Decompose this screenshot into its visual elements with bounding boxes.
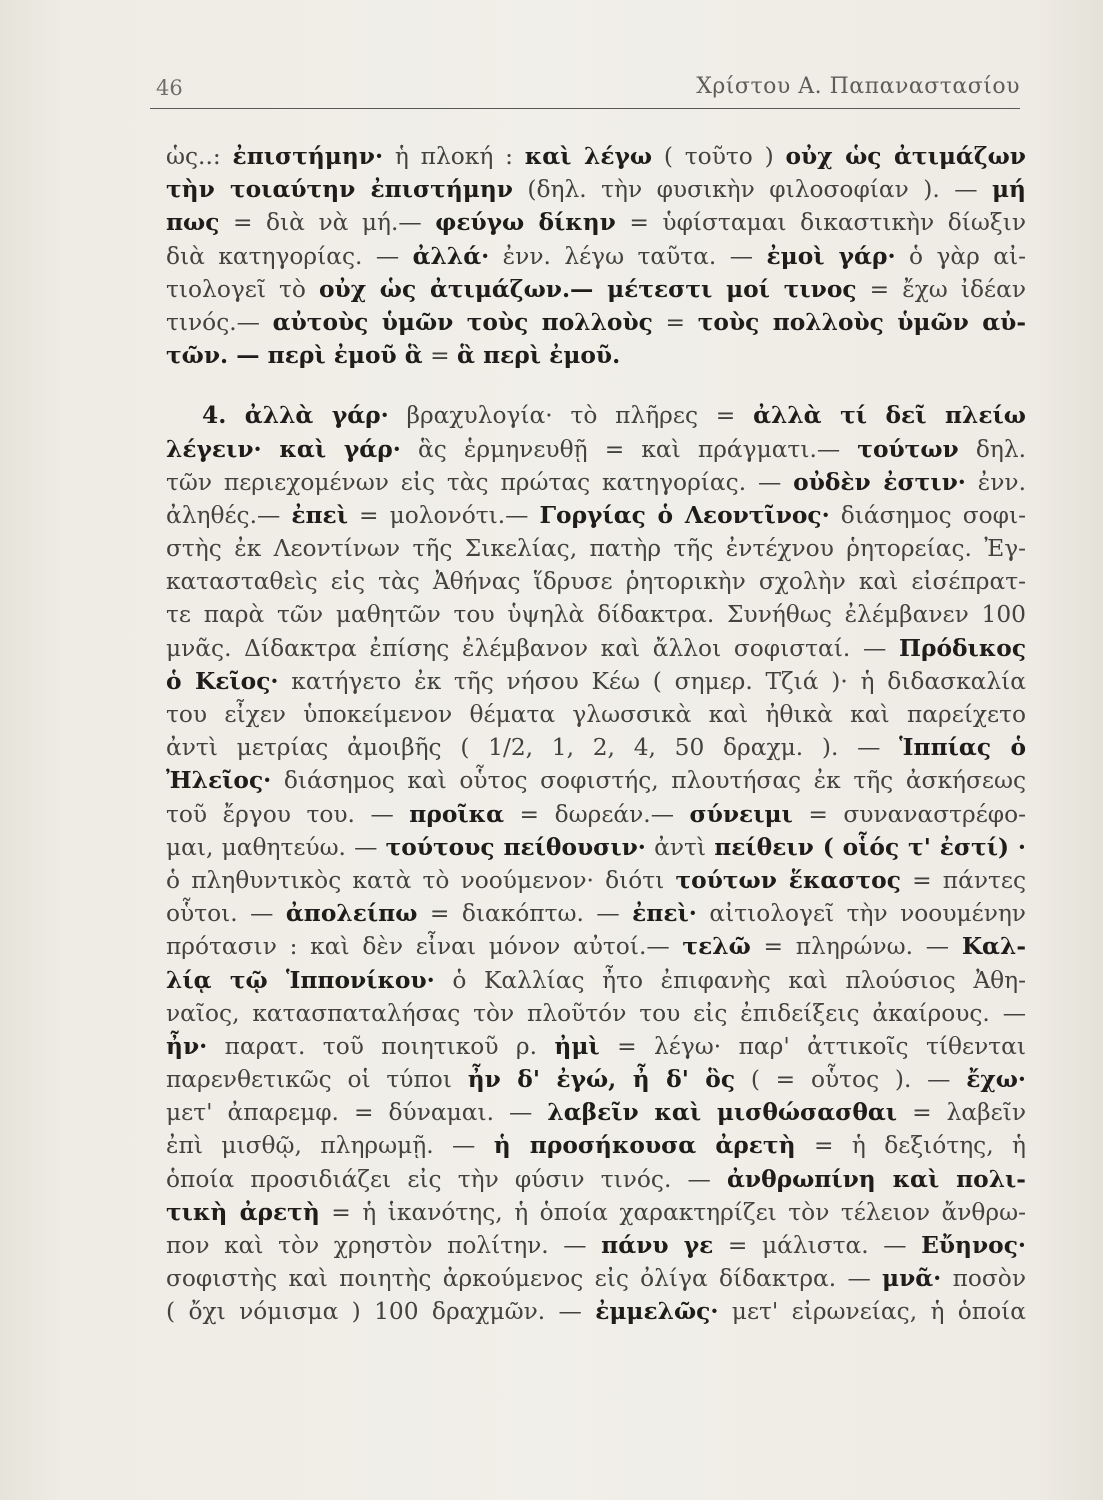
lemma-bold: τελῶ (682, 933, 751, 961)
lemma-bold: σύνειμι (689, 800, 793, 828)
lemma-bold: οὐχ ὡς ἀτιμάζων (785, 143, 1026, 170)
lemma-bold: ἔχω· (966, 1066, 1027, 1094)
text-line (166, 665, 1026, 698)
text-line (166, 532, 1026, 565)
lemma-bold: Γοργίας ὁ Λεοντῖνος· (539, 501, 830, 529)
text-line (166, 499, 1026, 532)
lemma-bold: ἡ προσήκουσα ἀρετὴ (493, 1132, 796, 1160)
lemma-bold: οὐδὲν ἐστιν· (793, 468, 966, 496)
lemma-bold: τῶν. — περὶ ἐμοῦ ἃ (166, 342, 423, 370)
gloss-text: βραχυλογία· τὸ πλῆρες = (388, 402, 754, 430)
paragraph-gap (166, 372, 1026, 399)
lemma-bold: ἀπολείπω (285, 900, 418, 928)
gloss-text: δηλ. (958, 435, 1026, 463)
gloss-text: διάσημος σοφι- (829, 501, 1026, 529)
page-number: 46 (156, 76, 183, 100)
text-line (166, 632, 1026, 665)
lemma-bold: λέγειν· καὶ γάρ· (166, 435, 401, 463)
gloss-text: = ἡ ἱκανότης, ἡ ὁποία χαρακτηρίζει τὸν τέλειον ἄνθρω- (319, 1198, 1026, 1226)
text-line (166, 565, 1026, 598)
lemma-bold: Πρόδικος (898, 634, 1026, 662)
lemma-bold: ἀλλὰ τί δεῖ πλείω (753, 402, 1026, 430)
lemma-bold: οὐχ ὡς ἀτιμάζων.— μέτεστι μοί τινος (319, 275, 857, 303)
text-line (166, 1196, 1026, 1229)
text-line (166, 306, 1026, 339)
lemma-bold: ἐμοὶ γάρ· (766, 242, 896, 270)
gloss-text: ἐπὶ μισθῷ, πληρωμῇ. — (166, 1132, 494, 1160)
lemma-bold: λίᾳ τῷ Ἱππονίκου· (166, 966, 435, 994)
text-line (166, 466, 1026, 499)
gloss-text: στὴς ἐκ Λεοντίνων τῆς Σικελίας, πατὴρ τῆς ἐντέχνου ῥητορείας. Ἐγ- (166, 535, 1026, 563)
gloss-text: ( = οὗτος ). — (735, 1066, 967, 1094)
lemma-bold: καὶ λέγω (524, 143, 653, 170)
lemma-bold: πάνυ γε (601, 1232, 714, 1259)
text-line (166, 1163, 1026, 1196)
lemma-bold: Καλ- (961, 933, 1026, 961)
gloss-text: = ἔχω ἰδέαν (856, 275, 1026, 303)
text-line (166, 598, 1026, 631)
text-line (166, 997, 1026, 1030)
gloss-text: ὁποία προσιδιάζει εἰς τὴν φύσιν τινός. — (166, 1165, 727, 1193)
text-line (166, 731, 1026, 764)
gloss-text: πρότασιν : καὶ δὲν εἶναι μόνον αὐτοί.— (166, 933, 683, 961)
text-line (166, 1129, 1026, 1162)
commentary-body (166, 140, 1026, 1329)
text-line (166, 1295, 1026, 1328)
gloss-text: ποσὸν (941, 1265, 1026, 1293)
gloss-text: = μάλιστα. — (713, 1232, 922, 1259)
lemma-bold: φεύγω δίκην (435, 209, 616, 237)
lemma-bold: μή (992, 176, 1026, 204)
gloss-text: τινός.— (166, 308, 273, 336)
gloss-text: οὗτοι. — (166, 900, 286, 928)
lemma-bold: λαβεῖν καὶ μισθώσασθαι (547, 1099, 898, 1127)
gloss-text: = μολονότι.— (348, 501, 540, 529)
gloss-text: κατασταθεὶς εἰς τὰς Ἀθήνας ἵδρυσε ῥητορικὴν σχολὴν καὶ εἰσέπρατ- (166, 568, 1026, 596)
text-line (166, 897, 1026, 930)
text-line (166, 140, 1026, 173)
text-line (166, 764, 1026, 797)
text-line (166, 864, 1026, 897)
text-line (166, 206, 1026, 239)
gloss-text: ( ὄχι νόμισμα ) 100 δραχμῶν. — (166, 1298, 596, 1326)
lemma-bold: τούτων (857, 435, 959, 463)
text-line (166, 798, 1026, 831)
gloss-text: ἀντὶ μετρίας ἀμοιβῆς ( 1/2, 1, 2, 4, 50 δραχμ. ). — (166, 734, 900, 762)
text-line (166, 1229, 1026, 1262)
lemma-bold: 4. ἀλλὰ γάρ· (202, 402, 389, 430)
gloss-text: τε παρὰ τῶν μαθητῶν του ὑψηλὰ δίδακτρα. Συνήθως ἐλέμβανεν 100 (166, 601, 1026, 629)
gloss-text: ναῖος, κατασπαταλήσας τὸν πλοῦτόν του εἰς ἐπιδείξεις ἀκαίρους. — (166, 999, 1026, 1027)
lemma-bold: Εὔηνος· (921, 1232, 1026, 1259)
gloss-text: ( τοῦτο ) (652, 143, 786, 170)
lemma-bold: ἀλλά· (412, 242, 490, 270)
gloss-text: = (652, 308, 698, 336)
running-head-author: Χρίστου Α. Παπαναστασίου (696, 74, 1020, 99)
gloss-text: τιολογεῖ τὸ (166, 275, 320, 303)
gloss-text: = διὰ νὰ μή.— (219, 209, 436, 237)
text-line (166, 1063, 1026, 1096)
gloss-text: = λέγω· παρ' ἀττικοῖς τίθενται (599, 1032, 1026, 1060)
text-line (166, 433, 1026, 466)
gloss-text: (δηλ. τὴν φυσικὴν φιλοσοφίαν ). — (512, 176, 992, 204)
gloss-text: = πληρώνω. — (750, 933, 962, 961)
lemma-bold: ἐπεὶ (291, 501, 348, 529)
gloss-text: = (422, 342, 458, 370)
paragraph-2 (166, 399, 1026, 1328)
text-line (166, 173, 1026, 206)
text-line (166, 399, 1026, 432)
text-line (166, 1262, 1026, 1295)
gloss-text: ἃς ἑρμηνευθῇ = καὶ πράγματι.— (400, 435, 858, 463)
lemma-bold: αὐτοὺς ὑμῶν τοὺς πολλοὺς (272, 308, 653, 336)
lemma-bold: ἐπιστήμην· (232, 143, 384, 170)
page-header (150, 64, 1020, 109)
lemma-bold: τοὺς πολλοὺς ὑμῶν αὐ- (697, 308, 1026, 336)
gloss-text: παρατ. τοῦ ποιητικοῦ ρ. (207, 1032, 555, 1060)
text-line (166, 930, 1026, 963)
text-line (166, 273, 1026, 306)
text-line (166, 831, 1026, 864)
gloss-text: ἀληθές.— (166, 501, 292, 529)
gloss-text: = ἡ δεξιότης, ἡ (795, 1132, 1026, 1160)
lemma-bold: ἃ περὶ ἐμοῦ. (457, 342, 621, 370)
gloss-text: του εἶχεν ὑποκείμενον θέματα γλωσσικὰ καὶ ἠθικὰ καὶ παρείχετο (166, 701, 1026, 728)
gloss-text: = ὑφίσταμαι δικαστικὴν δίωξιν (615, 209, 1026, 237)
gloss-text: κατήγετο ἐκ τῆς νήσου Κέω ( σημερ. Τζιά )· ἡ διδασκαλία (278, 667, 1027, 695)
gloss-text: ὁ Καλλίας ἦτο ἐπιφανὴς καὶ πλούσιος Ἀθη- (434, 966, 1026, 994)
gloss-text: = λαβεῖν (897, 1099, 1026, 1127)
lemma-bold: προῖκα (409, 800, 505, 828)
gloss-text: ἐνν. λέγω ταῦτα. — (489, 242, 767, 270)
lemma-bold: ἠμὶ (554, 1032, 600, 1060)
lemma-bold: ἐμμελῶς· (595, 1298, 719, 1326)
text-line (166, 1096, 1026, 1129)
gloss-text: μαι, μαθητεύω. — (166, 833, 386, 861)
lemma-bold: τούτων ἕκαστος (675, 866, 901, 894)
text-line (166, 964, 1026, 997)
gloss-text: = πάντες (900, 866, 1027, 894)
gloss-text: ὁ πληθυντικὸς κατὰ τὸ νοούμενον· διότι (166, 866, 676, 894)
gloss-text: τῶν περιεχομένων εἰς τὰς πρώτας κατηγορίας. — (166, 468, 794, 496)
lemma-bold: τικὴ ἀρετὴ (166, 1198, 320, 1226)
lemma-bold: Ἱππίας ὁ (899, 734, 1026, 762)
text-line (166, 698, 1026, 731)
gloss-text: μετ' εἰρωνείας, ἡ ὁποία (718, 1298, 1026, 1326)
gloss-text: μνᾶς. Δίδακτρα ἐπίσης ἐλέμβανον καὶ ἄλλοι σοφισταί. — (166, 634, 899, 662)
gloss-text: = διακόπτω. — (417, 900, 633, 928)
lemma-bold: ἀνθρωπίνη καὶ πολι- (727, 1165, 1026, 1193)
gloss-text: τοῦ ἔργου του. — (166, 800, 410, 828)
lemma-bold: μνᾶ· (882, 1265, 942, 1293)
gloss-text: ὁ γὰρ αἰ- (895, 242, 1026, 270)
gloss-text: ἀντὶ (645, 833, 715, 861)
gloss-text: διάσημος καὶ οὗτος σοφιστής, πλουτήσας ἐκ τῆς ἀσκήσεως (271, 767, 1026, 795)
lemma-bold: ὁ Κεῖος· (166, 667, 279, 695)
gloss-text: πον καὶ τὸν χρηστὸν πολίτην. — (166, 1232, 602, 1259)
text-line (166, 1030, 1026, 1063)
gloss-text: παρενθετικῶς οἱ τύποι (166, 1066, 468, 1094)
gloss-text: ὡς..: (166, 143, 233, 170)
gloss-text: = δωρεάν.— (504, 800, 690, 828)
lemma-bold: ἦν· (166, 1032, 208, 1060)
lemma-bold: πείθειν ( οἷός τ' ἐστί) · (714, 833, 1027, 861)
lemma-bold: ἦν δ' ἐγώ, ἦ δ' ὃς (467, 1066, 736, 1094)
gloss-text: = συναναστρέφο- (792, 800, 1027, 828)
lemma-bold: Ἠλεῖος· (166, 767, 272, 795)
text-line (166, 240, 1026, 273)
lemma-bold: πως (166, 209, 220, 237)
gloss-text: ἡ πλοκή : (383, 143, 525, 170)
lemma-bold: τὴν τοιαύτην ἐπιστήμην (166, 176, 513, 204)
lemma-bold: ἐπεὶ· (632, 900, 697, 928)
paragraph-1 (166, 140, 1026, 372)
text-line (166, 339, 1026, 372)
gloss-text: μετ' ἀπαρεμφ. = δύναμαι. — (166, 1099, 548, 1127)
gloss-text: διὰ κατηγορίας. — (166, 242, 413, 270)
gloss-text: σοφιστὴς καὶ ποιητὴς ἀρκούμενος εἰς ὀλίγα δίδακτρα. — (166, 1265, 883, 1293)
lemma-bold: τούτους πείθουσιν· (385, 833, 646, 861)
gloss-text: ἐνν. (965, 468, 1026, 496)
gloss-text: αἰτιολογεῖ τὴν νοουμένην (696, 900, 1026, 928)
